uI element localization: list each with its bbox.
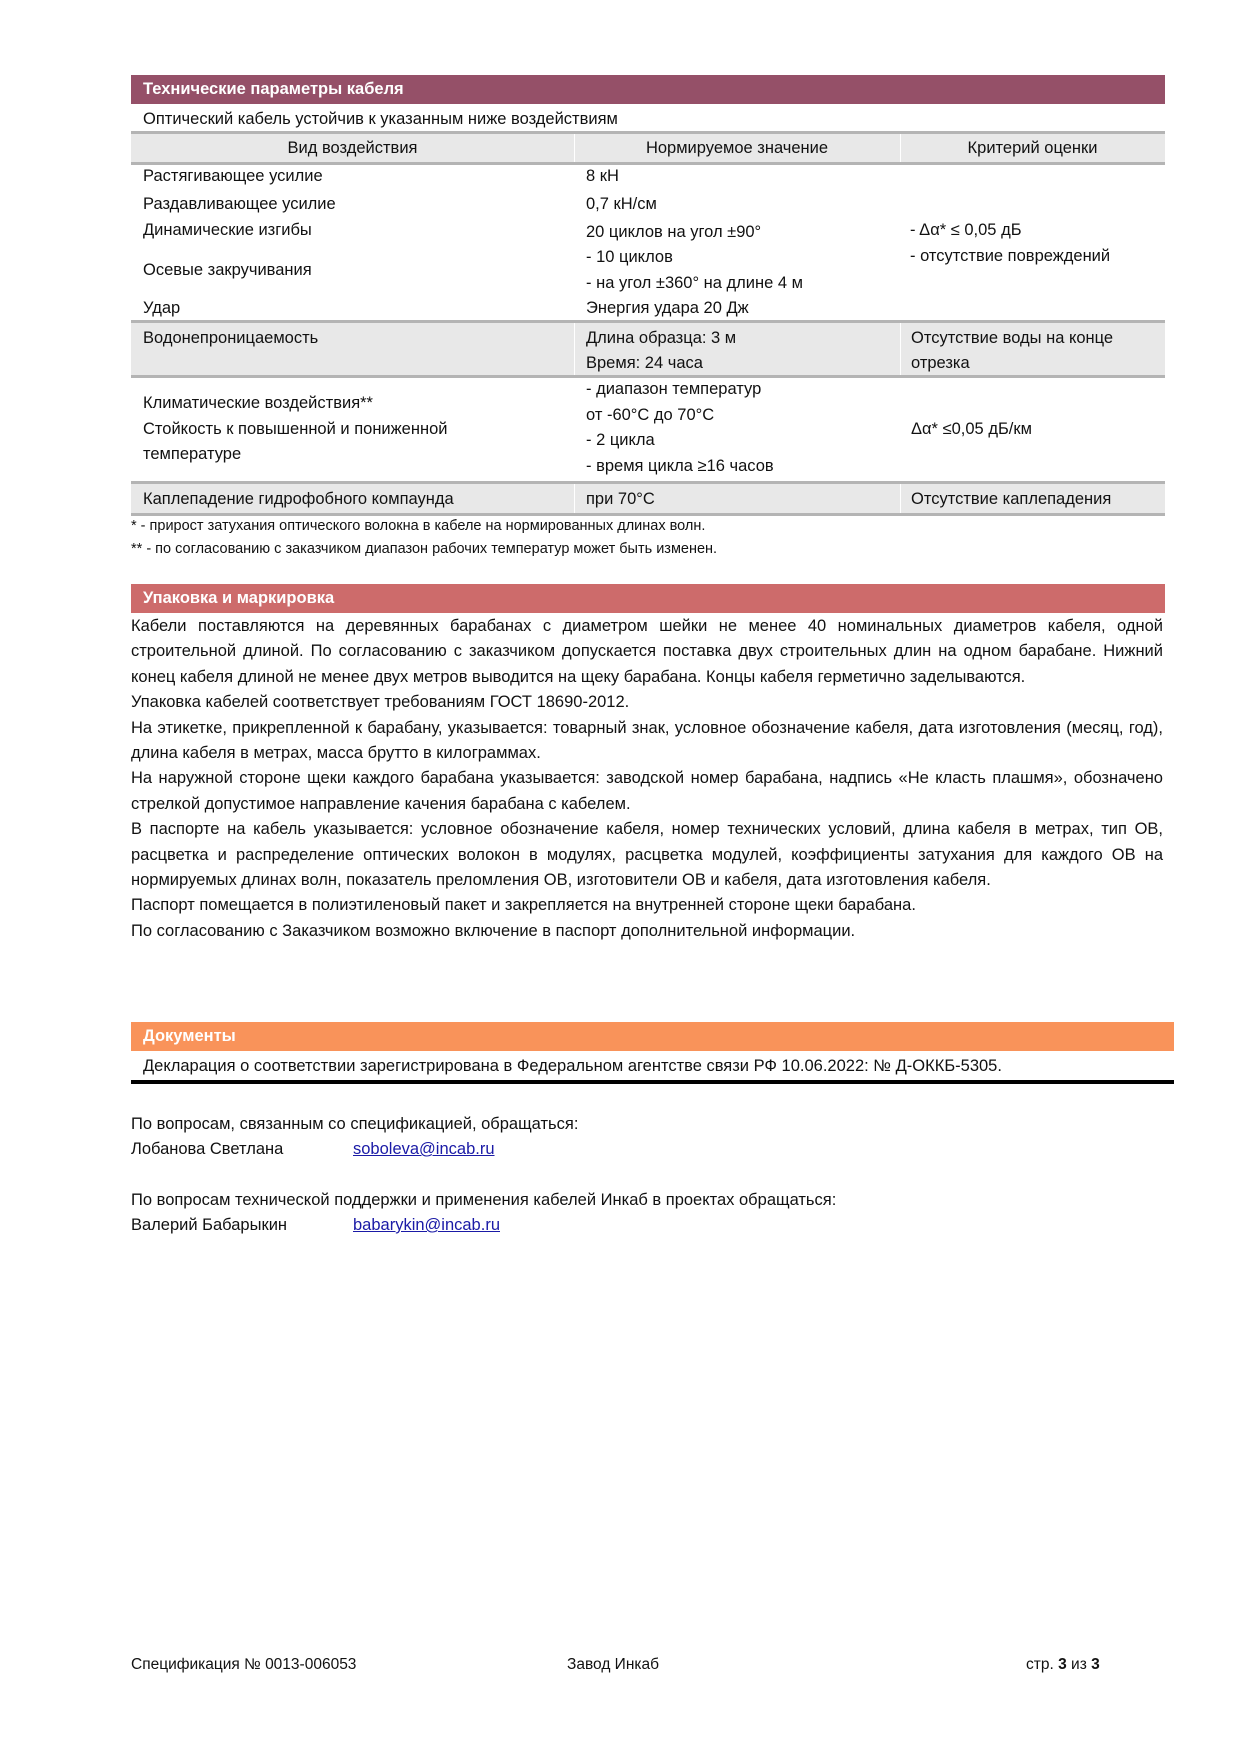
table-cell: 20 циклов на угол ±90° xyxy=(586,223,762,241)
table-header-row xyxy=(131,131,1165,165)
table-cell: - отсутствие повреждений xyxy=(910,247,1111,265)
table-cell: Δα* ≤0,05 дБ/км xyxy=(911,420,1032,438)
table-cell: Стойкость к повышенной и пониженной xyxy=(143,420,448,438)
table-cell: - 2 цикла xyxy=(586,431,655,449)
footnote: * - прирост затухания оптического волокна в кабеле на нормированных длинах волн. xyxy=(131,518,706,534)
col-header-criteria: Критерий оценки xyxy=(967,139,1098,157)
table-cell: Отсутствие каплепадения xyxy=(911,490,1112,508)
table-cell: Осевые закручивания xyxy=(143,261,312,279)
table-cell: Раздавливающее усилие xyxy=(143,195,336,213)
table-cell: Удар xyxy=(143,299,181,317)
documents-section-header xyxy=(131,1022,1174,1051)
contact-label: По вопросам, связанным со спецификацией, обращаться: xyxy=(131,1115,579,1133)
packing-section-title: Упаковка и маркировка xyxy=(143,589,335,607)
paragraph: Кабели поставляются на деревянных барабанах с диаметром шейки не менее 40 номинальных диаметров кабеля, одной строительной длиной. По согласованию с заказчиком допускается поставка двух строительных длин на одном барабане. Нижний конец кабеля длиной не менее двух метров выводится на щеку барабана. Концы кабеля герметично заделываются. xyxy=(131,617,1163,686)
paragraph: По согласованию с Заказчиком возможно включение в паспорт дополнительной информации. xyxy=(131,921,856,940)
footer-spec-number: Спецификация № 0013-006053 xyxy=(131,1656,357,1673)
documents-section-title: Документы xyxy=(143,1027,236,1045)
table-cell: Климатические воздействия** xyxy=(143,394,373,412)
contact-name: Валерий Бабарыкин xyxy=(131,1216,288,1234)
table-cell: Длина образца: 3 м xyxy=(586,329,737,347)
footer-company: Завод Инкаб xyxy=(567,1656,659,1673)
table-cell: отрезка xyxy=(911,354,970,372)
paragraph: На этикетке, прикрепленной к барабану, указывается: товарный знак, условное обозначение кабеля, дата изготовления (месяц, год), длина кабеля в метрах, масса брутто в килограммах. xyxy=(131,718,1163,763)
page-total: 3 xyxy=(1091,1656,1100,1673)
table-cell: Каплепадение гидрофобного компаунда xyxy=(143,490,454,508)
table-cell: температуре xyxy=(143,445,242,463)
table-row-climate xyxy=(131,377,1165,481)
declaration-text: Декларация о соответствии зарегистрирована в Федеральном агентстве связи РФ 10.06.2022: № Д-ОККБ-5305. xyxy=(143,1057,1002,1075)
footer-page-number xyxy=(1026,1656,1100,1674)
packing-section-header xyxy=(131,584,1165,613)
table-cell: 0,7 кН/см xyxy=(586,195,657,213)
packing-text xyxy=(131,614,1163,944)
divider xyxy=(131,1080,1174,1084)
table-cell: - Δα* ≤ 0,05 дБ xyxy=(910,221,1022,239)
table-cell: - 10 циклов xyxy=(586,248,673,266)
table-cell: при 70°С xyxy=(586,490,655,508)
table-cell: Отсутствие воды на конце xyxy=(911,329,1114,347)
table-cell: 8 кН xyxy=(586,167,619,185)
page-prefix: стр. xyxy=(1026,1656,1054,1673)
paragraph: На наружной стороне щеки каждого барабана указывается: заводской номер барабана, надпись «Не класть плашмя», обозначено стрелкой допустимое направление качения барабана с кабелем. xyxy=(131,769,1163,813)
tech-section-title: Технические параметры кабеля xyxy=(143,80,404,98)
table-cell: Водонепроницаемость xyxy=(143,329,319,347)
table-cell: - на угол ±360° на длине 4 м xyxy=(586,274,803,292)
table-cell: Динамические изгибы xyxy=(143,221,312,239)
table-cell: - диапазон температур xyxy=(586,380,762,398)
contact-label: По вопросам технической поддержки и применения кабелей Инкаб в проектах обращаться: xyxy=(131,1191,837,1209)
contact-name: Лобанова Светлана xyxy=(131,1140,284,1158)
col-header-type: Вид воздействия xyxy=(287,139,418,157)
table-cell: Время: 24 часа xyxy=(586,354,703,372)
paragraph: Упаковка кабелей соответствует требованиям ГОСТ 18690-2012. xyxy=(131,693,630,712)
tech-section-header xyxy=(131,75,1165,104)
table-cell: от -60°С до 70°С xyxy=(586,406,715,424)
table-cell: - время цикла ≥16 часов xyxy=(586,457,774,475)
page-current: 3 xyxy=(1058,1656,1067,1673)
contact-email-link[interactable]: soboleva@incab.ru xyxy=(353,1140,495,1158)
table-cell: Растягивающее усилие xyxy=(143,167,323,185)
contact-email-link[interactable]: babarykin@incab.ru xyxy=(353,1216,500,1234)
col-header-value: Нормируемое значение xyxy=(645,139,829,157)
page-of: из xyxy=(1071,1656,1087,1673)
tech-intro: Оптический кабель устойчив к указанным ниже воздействиям xyxy=(143,110,618,128)
table-row-water xyxy=(131,320,1165,378)
paragraph: Паспорт помещается в полиэтиленовый пакет и закрепляется на внутренней стороне щеки барабана. xyxy=(131,896,916,915)
paragraph: В паспорте на кабель указывается: условное обозначение кабеля, номер технических условий, длина кабеля в метрах, тип ОВ, расцветка и распределение оптических волокон в модулях, расцветка модулей, коэффициенты затухания для каждого ОВ на нормируемых длинах волн, показатель преломления ОВ, изготовители ОВ и кабеля, дата изготовления кабеля. xyxy=(131,820,1163,890)
footnote: ** - по согласованию с заказчиком диапазон рабочих температур может быть изменен. xyxy=(131,541,718,557)
table-row-drip xyxy=(131,481,1165,516)
table-group-mechanical xyxy=(131,162,1165,320)
table-cell: Энергия удара 20 Дж xyxy=(586,299,749,317)
